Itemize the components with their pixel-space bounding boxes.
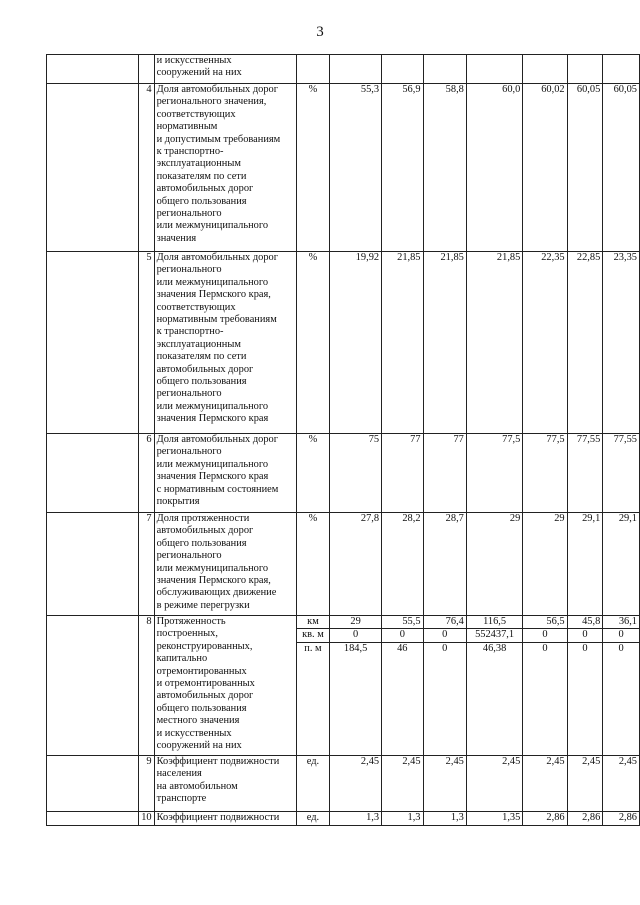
value-cell: 0 [603,642,640,755]
value-cell: 77,5 [466,434,522,513]
value-cell: 58,8 [423,84,466,252]
value-cell: 29,1 [567,513,603,616]
row-number: 5 [139,252,154,434]
value-cell: 0 [567,642,603,755]
indicator-name: Доля автомобильных дорог регионального значения, соответствующих нормативным и допустимым требованиям к транспортно- эксплуатационным показателям по сети автомобильных дорог общего пользования регионального или межмуниципального значения [154,84,296,252]
value-cell: 77,5 [523,434,567,513]
value-cell: 552437,1 [466,629,522,642]
value-cell: 29 [523,513,567,616]
value-cell: 22,85 [567,252,603,434]
table-row [47,755,640,811]
indicator-name: Доля протяженности автомобильных дорог общего пользования регионального или межмуниципального значения Пермского края, обслуживающих движение в режиме перегрузки [154,513,296,616]
value-cell: 2,45 [330,755,382,811]
row-number: 10 [139,811,154,825]
value-cell: 2,86 [523,811,567,825]
value-cell: 2,86 [567,811,603,825]
indicator-name: и искусственных сооружений на них [154,55,296,84]
value-cell: 22,35 [523,252,567,434]
value-cell: 29,1 [603,513,640,616]
value-cell: 60,0 [466,84,522,252]
indicators-table [46,54,640,826]
unit-cell: кв. м [296,629,329,642]
indicator-name: Протяженность построенных, реконструированных, капитально отремонтированных и отремонтированных автомобильных дорог общего пользования местного значения и искусственных сооружений на них [154,616,296,756]
value-cell: 2,45 [567,755,603,811]
unit-cell: ед. [296,755,329,811]
value-cell: 0 [523,629,567,642]
value-cell: 23,35 [603,252,640,434]
value-cell: 29 [466,513,522,616]
value-cell: 21,85 [466,252,522,434]
unit-cell: % [296,434,329,513]
unit-cell: % [296,252,329,434]
value-cell: 60,05 [567,84,603,252]
value-cell: 1,3 [330,811,382,825]
indicator-name: Доля автомобильных дорог регионального или межмуниципального значения Пермского края, соответствующих нормативным требованиям к транспортно- эксплуатационным показателям по сети автомобильных дорог общего пользования регионального или межмуниципального значения Пермского края [154,252,296,434]
unit-cell: км [296,616,329,629]
table-row [47,434,640,513]
row-number: 7 [139,513,154,616]
row-number: 8 [139,616,154,756]
value-cell: 28,2 [382,513,423,616]
value-cell: 29 [330,616,382,629]
value-cell: 2,45 [382,755,423,811]
value-cell: 55,3 [330,84,382,252]
value-cell: 36,1 [603,616,640,629]
value-cell: 0 [382,629,423,642]
unit-cell: % [296,84,329,252]
row-number: 4 [139,84,154,252]
indicator-name: Доля автомобильных дорог регионального или межмуниципального значения Пермского края с нормативным состоянием покрытия [154,434,296,513]
unit-cell: % [296,513,329,616]
value-cell: 2,45 [466,755,522,811]
value-cell: 2,45 [603,755,640,811]
page-number: 3 [316,24,324,40]
table-row [47,513,640,616]
value-cell: 21,85 [423,252,466,434]
value-cell: 77,55 [567,434,603,513]
value-cell: 77 [382,434,423,513]
table-row [47,55,640,84]
value-cell: 46,38 [466,642,522,755]
value-cell: 56,5 [523,616,567,629]
value-cell: 55,5 [382,616,423,629]
value-cell: 2,45 [423,755,466,811]
unit-cell: ед. [296,811,329,825]
value-cell: 27,8 [330,513,382,616]
value-cell: 2,45 [523,755,567,811]
indicator-name: Коэффициент подвижности населения на автомобильном транспорте [154,755,296,811]
table-row [47,811,640,825]
value-cell: 1,3 [382,811,423,825]
row-number: 6 [139,434,154,513]
value-cell: 1,3 [423,811,466,825]
table-row [47,252,640,434]
value-cell: 184,5 [330,642,382,755]
value-cell: 0 [523,642,567,755]
value-cell: 76,4 [423,616,466,629]
row-number: 9 [139,755,154,811]
value-cell: 21,85 [382,252,423,434]
value-cell: 116,5 [466,616,522,629]
value-cell: 77,55 [603,434,640,513]
value-cell: 0 [567,629,603,642]
indicator-name: Коэффициент подвижности [154,811,296,825]
value-cell: 77 [423,434,466,513]
value-cell: 60,02 [523,84,567,252]
value-cell: 0 [603,629,640,642]
value-cell: 75 [330,434,382,513]
table-row [47,84,640,252]
value-cell: 60,05 [603,84,640,252]
value-cell: 56,9 [382,84,423,252]
value-cell: 1,35 [466,811,522,825]
value-cell: 2,86 [603,811,640,825]
value-cell: 45,8 [567,616,603,629]
value-cell: 28,7 [423,513,466,616]
unit-cell: п. м [296,642,329,755]
value-cell: 0 [330,629,382,642]
value-cell: 19,92 [330,252,382,434]
value-cell: 46 [382,642,423,755]
value-cell: 0 [423,629,466,642]
table-row [47,616,640,629]
value-cell: 0 [423,642,466,755]
